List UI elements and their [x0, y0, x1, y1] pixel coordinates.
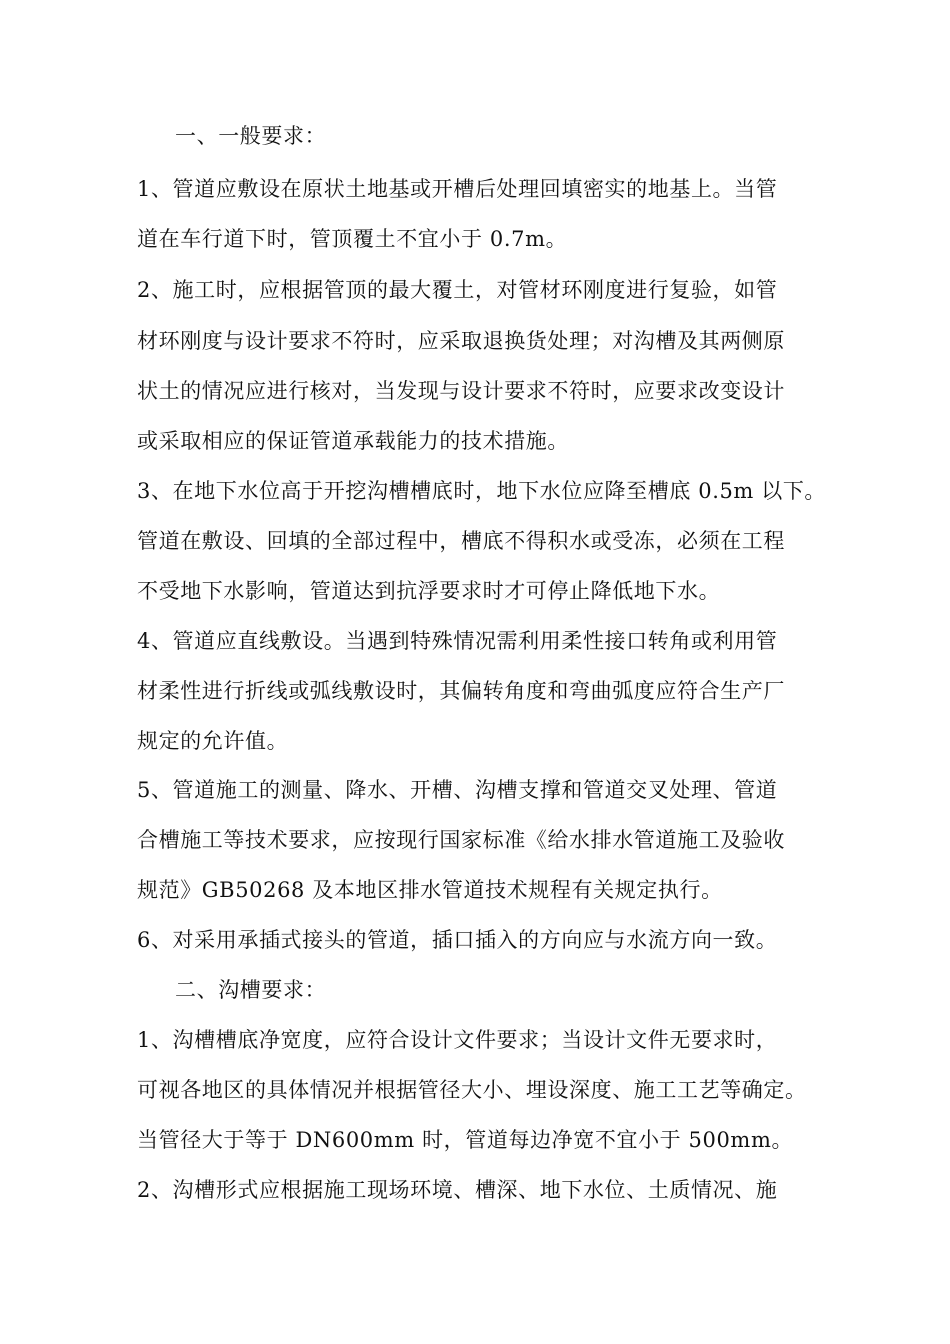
text-line: 规定的允许值。: [137, 729, 289, 753]
section-heading-trench-requirements: 二、沟槽要求：: [175, 978, 327, 1002]
text-line: 状土的情况应进行核对，当发现与设计要求不符时，应要求改变设计: [137, 379, 785, 403]
text-line: 可视各地区的具体情况并根据管径大小、埋设深度、施工工艺等确定。: [137, 1078, 807, 1102]
text-line: 6、对采用承插式接头的管道，插口插入的方向应与水流方向一致。: [137, 928, 778, 952]
text-line: 2、沟槽形式应根据施工现场环境、槽深、地下水位、土质情况、施: [137, 1178, 778, 1202]
text-line: 合槽施工等技术要求，应按现行国家标准《给水排水管道施工及验收: [137, 828, 785, 852]
text-line: 道在车行道下时，管顶覆土不宜小于 0.7m。: [137, 227, 568, 251]
text-line: 2、施工时，应根据管顶的最大覆土，对管材环刚度进行复验，如管: [137, 278, 778, 302]
text-line: 3、在地下水位高于开挖沟槽槽底时，地下水位应降至槽底 0.5m 以下。: [137, 479, 827, 503]
text-line: 1、管道应敷设在原状土地基或开槽后处理回填密实的地基上。当管: [137, 177, 778, 201]
text-line: 1、沟槽槽底净宽度，应符合设计文件要求；当设计文件无要求时，: [137, 1028, 778, 1052]
text-line: 4、管道应直线敷设。当遇到特殊情况需利用柔性接口转角或利用管: [137, 629, 778, 653]
text-line: 当管径大于等于 DN600mm 时，管道每边净宽不宜小于 500mm。: [137, 1128, 794, 1152]
text-line: 或采取相应的保证管道承载能力的技术措施。: [137, 429, 569, 453]
text-line: 不受地下水影响，管道达到抗浮要求时才可停止降低地下水。: [137, 579, 721, 603]
text-line: 规范》GB50268 及本地区排水管道技术规程有关规定执行。: [137, 878, 723, 902]
text-line: 5、管道施工的测量、降水、开槽、沟槽支撑和管道交叉处理、管道: [137, 778, 778, 802]
text-line: 管道在敷设、回填的全部过程中，槽底不得积水或受冻，必须在工程: [137, 529, 785, 553]
text-line: 材柔性进行折线或弧线敷设时，其偏转角度和弯曲弧度应符合生产厂: [137, 679, 785, 703]
section-heading-general-requirements: 一、一般要求：: [175, 124, 327, 148]
text-line: 材环刚度与设计要求不符时，应采取退换货处理；对沟槽及其两侧原: [137, 329, 785, 353]
